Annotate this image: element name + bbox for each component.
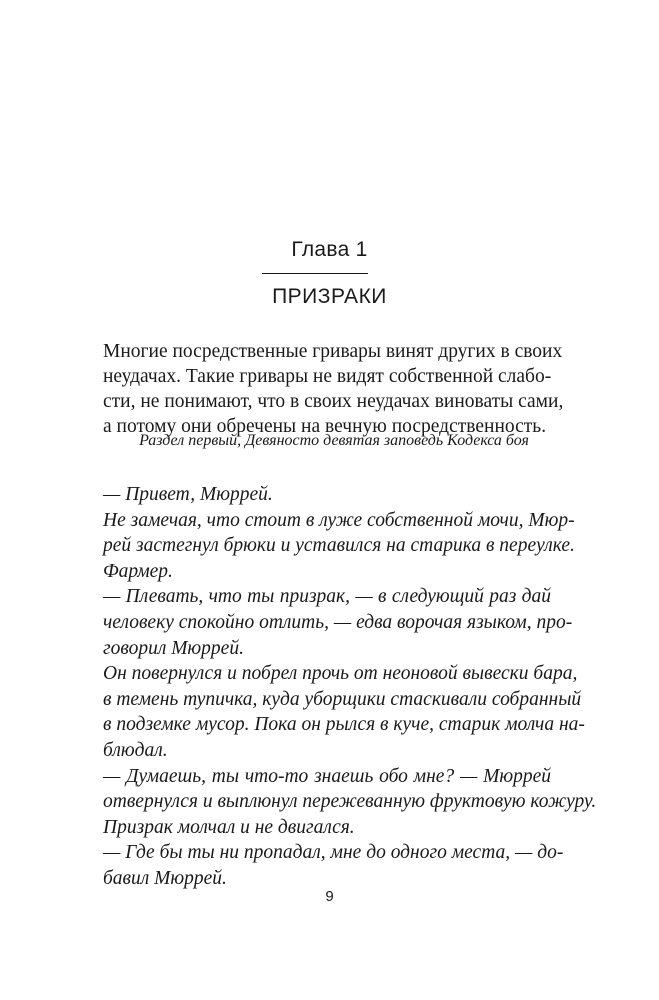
epigraph-line: а потому они обречены на вечную посредственность. bbox=[103, 416, 547, 437]
body-line: — Думаешь, ты что-то знаешь обо мне? — Мюррей bbox=[103, 765, 551, 787]
epigraph bbox=[103, 339, 564, 439]
body-line: Фармер. bbox=[103, 560, 173, 582]
body-line: Призрак молчал и не двигался. bbox=[103, 816, 355, 838]
epigraph-source: Раздел первый, Девяносто девятая заповедь Кодекса боя bbox=[139, 432, 529, 449]
body-line: рей застегнул брюки и уставился на старика в переулке. bbox=[103, 535, 575, 557]
epigraph-line: неудачах. Такие гривары не видят собственной слабо- bbox=[103, 366, 552, 387]
body-line: Он повернулся и побрел прочь от неоновой вывески бара, bbox=[103, 663, 578, 685]
chapter-number: Глава 1 bbox=[291, 238, 368, 261]
body-line: блюдал. bbox=[103, 739, 168, 761]
page-number: 9 bbox=[325, 888, 334, 905]
body-line: — Где бы ты ни пропадал, мне до одного места, — до- bbox=[103, 842, 564, 864]
epigraph-line: сти, не понимают, что в своих неудачах виноваты сами, bbox=[103, 391, 564, 412]
chapter-divider bbox=[262, 273, 368, 274]
body-line: — Привет, Мюррей. bbox=[103, 484, 273, 505]
body-line: — Плевать, что ты призрак, — в следующий раз дай bbox=[103, 586, 551, 608]
body-text bbox=[103, 482, 597, 892]
body-line: в подземке мусор. Пока он рылся в куче, старик молча на- bbox=[103, 714, 585, 736]
body-line: в темень тупичка, куда уборщики стаскивали собранный bbox=[103, 688, 582, 710]
chapter-title: ПРИЗРАКИ bbox=[272, 285, 387, 308]
body-line: отвернулся и выплюнул пережеванную фруктовую кожуру. bbox=[103, 791, 597, 813]
epigraph-line: Многие посредственные гривары винят других в своих bbox=[103, 341, 563, 362]
body-line: Не замечая, что стоит в луже собственной мочи, Мюр- bbox=[103, 509, 575, 531]
body-line: человеку спокойно отлить, — едва ворочая языком, про- bbox=[103, 611, 573, 633]
body-line: говорил Мюррей. bbox=[103, 637, 244, 659]
body-line: бавил Мюррей. bbox=[103, 867, 227, 889]
